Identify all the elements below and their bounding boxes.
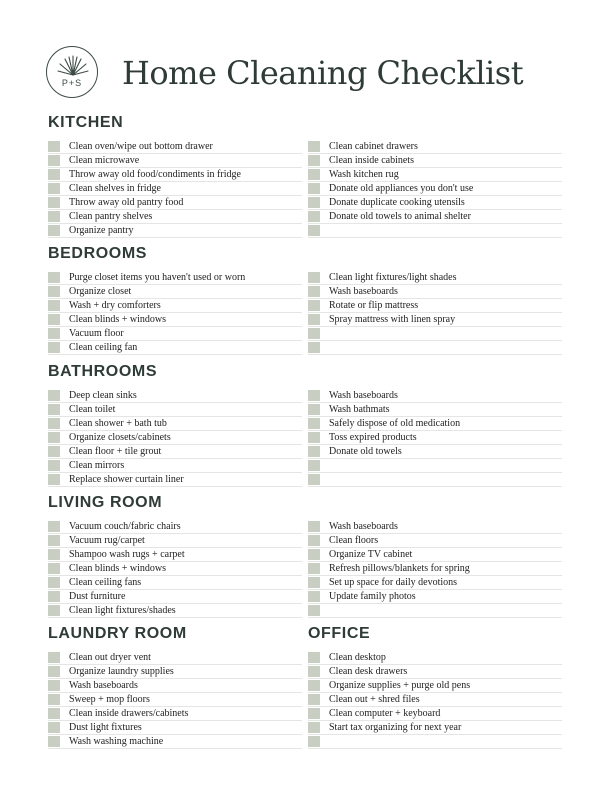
checklist-item-label: Clean toilet — [69, 404, 116, 415]
checklist-item — [308, 154, 562, 168]
checkbox[interactable] — [308, 474, 320, 485]
checklist-item — [308, 285, 562, 299]
checklist-item — [308, 327, 562, 341]
checklist-item-label: Rotate or flip mattress — [329, 300, 419, 311]
checklist-item — [48, 665, 302, 679]
checklist-item — [308, 721, 562, 735]
checkbox[interactable] — [48, 605, 60, 616]
checkbox[interactable] — [308, 300, 320, 311]
laundry-room-list — [48, 651, 302, 749]
checklist-item-label: Donate old towels to animal shelter — [329, 211, 471, 222]
checkbox[interactable] — [48, 314, 60, 325]
checklist-item — [308, 534, 562, 548]
checklist-item-label: Clean out + shred files — [329, 694, 420, 705]
checklist-item — [48, 735, 302, 749]
checklist-item-label: Clean ceiling fan — [69, 342, 138, 353]
checkbox[interactable] — [48, 652, 60, 663]
checklist-item — [308, 389, 562, 403]
checklist-item-label: Clean oven/wipe out bottom drawer — [69, 141, 213, 152]
checkbox[interactable] — [48, 722, 60, 733]
checkbox[interactable] — [48, 404, 60, 415]
checkbox[interactable] — [48, 183, 60, 194]
checklist-item — [48, 299, 302, 313]
checkbox[interactable] — [308, 314, 320, 325]
checklist-item — [308, 196, 562, 210]
checkbox[interactable] — [308, 708, 320, 719]
checklist-item — [48, 651, 302, 665]
checklist-item-label: Spray mattress with linen spray — [329, 314, 456, 325]
bedrooms-left-list — [48, 271, 302, 355]
checklist-item-label: Organize pantry — [69, 225, 134, 236]
checklist-item-label: Shampoo wash rugs + carpet — [69, 549, 185, 560]
kitchen-left-list — [48, 140, 302, 238]
checklist-item — [308, 735, 562, 749]
checklist-item — [308, 576, 562, 590]
checkbox[interactable] — [308, 286, 320, 297]
checklist-item-label: Sweep + mop floors — [69, 694, 150, 705]
checklist-item-label: Throw away old food/condiments in fridge — [69, 169, 241, 180]
logo — [46, 46, 98, 98]
checklist-item-label: Clean shelves in fridge — [69, 183, 161, 194]
checkbox[interactable] — [308, 328, 320, 339]
checklist-item — [308, 168, 562, 182]
checklist-item-label: Organize supplies + purge old pens — [329, 680, 471, 691]
checkbox[interactable] — [48, 390, 60, 401]
checkbox[interactable] — [48, 680, 60, 691]
checklist-item-label: Clean shower + bath tub — [69, 418, 167, 429]
checkbox[interactable] — [48, 141, 60, 152]
checklist-item-label: Clean light fixtures/shades — [69, 605, 176, 616]
checklist-item — [308, 341, 562, 355]
checklist-item-label: Wash baseboards — [329, 286, 398, 297]
checkbox[interactable] — [308, 652, 320, 663]
checklist-item-label: Organize laundry supplies — [69, 666, 174, 677]
checklist-item — [308, 403, 562, 417]
checklist-item-label: Clean inside cabinets — [329, 155, 414, 166]
checkbox[interactable] — [48, 197, 60, 208]
checklist-item — [308, 520, 562, 534]
checkbox[interactable] — [308, 680, 320, 691]
checkbox[interactable] — [48, 418, 60, 429]
checklist-item — [48, 140, 302, 154]
checklist-item — [48, 707, 302, 721]
checkbox[interactable] — [308, 432, 320, 443]
checklist-item-label: Wash + dry comforters — [69, 300, 161, 311]
checkbox[interactable] — [48, 694, 60, 705]
checklist-item-label: Vacuum couch/fabric chairs — [69, 521, 181, 532]
office-list — [308, 651, 562, 749]
checklist-item-label: Clean ceiling fans — [69, 577, 142, 588]
checklist-item-label: Clean microwave — [69, 155, 140, 166]
checklist-item — [308, 693, 562, 707]
checklist-item-label: Donate duplicate cooking utensils — [329, 197, 465, 208]
page-title: Home Cleaning Checklist — [122, 54, 524, 92]
checklist-item-label: Donate old towels — [329, 446, 402, 457]
checklist-item — [48, 576, 302, 590]
checkbox[interactable] — [308, 605, 320, 616]
checklist-item — [308, 210, 562, 224]
checklist-item-label: Vacuum rug/carpet — [69, 535, 145, 546]
logo-text: P+S — [61, 78, 83, 88]
kitchen-right-list — [308, 140, 562, 238]
checkbox[interactable] — [308, 549, 320, 560]
checkbox[interactable] — [48, 225, 60, 236]
checklist-item — [48, 389, 302, 403]
checklist-item — [48, 271, 302, 285]
pineapple-icon — [47, 47, 99, 99]
checkbox[interactable] — [308, 183, 320, 194]
checklist-item — [308, 299, 562, 313]
bathrooms-left-list — [48, 389, 302, 487]
checklist-item — [308, 431, 562, 445]
checkbox[interactable] — [48, 286, 60, 297]
checkbox[interactable] — [308, 577, 320, 588]
checklist-item-label: Clean computer + keyboard — [329, 708, 441, 719]
checklist-item — [308, 313, 562, 327]
checklist-item — [308, 459, 562, 473]
checklist-item — [308, 665, 562, 679]
checkbox[interactable] — [48, 521, 60, 532]
checklist-item — [48, 693, 302, 707]
checklist-item-label: Throw away old pantry food — [69, 197, 184, 208]
checkbox[interactable] — [308, 155, 320, 166]
section-title-bathrooms: BATHROOMS — [48, 363, 158, 380]
checklist-item-label: Clean desktop — [329, 652, 386, 663]
checklist-item-label: Dust light fixtures — [69, 722, 142, 733]
checklist-item-label: Donate old appliances you don't use — [329, 183, 474, 194]
checklist-item-label: Dust furniture — [69, 591, 126, 602]
checkbox[interactable] — [48, 300, 60, 311]
checkbox[interactable] — [48, 446, 60, 457]
checklist-item — [48, 473, 302, 487]
checklist-item — [308, 271, 562, 285]
checkbox[interactable] — [48, 272, 60, 283]
checkbox[interactable] — [308, 342, 320, 353]
checkbox[interactable] — [308, 694, 320, 705]
checklist-item — [308, 224, 562, 238]
checkbox[interactable] — [308, 722, 320, 733]
checklist-item-label: Wash baseboards — [329, 390, 398, 401]
checkbox[interactable] — [308, 666, 320, 677]
checklist-item — [48, 182, 302, 196]
checklist-item-label: Safely dispose of old medication — [329, 418, 461, 429]
checkbox[interactable] — [308, 390, 320, 401]
checkbox[interactable] — [48, 211, 60, 222]
checkbox[interactable] — [308, 197, 320, 208]
checklist-item-label: Clean desk drawers — [329, 666, 408, 677]
checkbox[interactable] — [48, 549, 60, 560]
checkbox[interactable] — [48, 328, 60, 339]
checklist-item-label: Clean blinds + windows — [69, 563, 167, 574]
checkbox[interactable] — [48, 432, 60, 443]
checkbox[interactable] — [308, 591, 320, 602]
checkbox[interactable] — [48, 474, 60, 485]
checkbox[interactable] — [308, 460, 320, 471]
checklist-item — [48, 562, 302, 576]
bathrooms-right-list — [308, 389, 562, 487]
checklist-item — [308, 590, 562, 604]
checklist-item-label: Wash baseboards — [69, 680, 138, 691]
section-title-living-room: LIVING ROOM — [48, 494, 163, 511]
living-room-right-list — [308, 520, 562, 618]
checklist-item — [308, 140, 562, 154]
checkbox[interactable] — [48, 577, 60, 588]
checkbox[interactable] — [308, 272, 320, 283]
checklist-item-label: Vacuum floor — [69, 328, 124, 339]
checklist-item — [48, 520, 302, 534]
checkbox[interactable] — [308, 141, 320, 152]
checkbox[interactable] — [308, 225, 320, 236]
checklist-item — [48, 459, 302, 473]
checklist-item-label: Clean mirrors — [69, 460, 125, 471]
checklist-item-label: Deep clean sinks — [69, 390, 137, 401]
checklist-item-label: Clean blinds + windows — [69, 314, 167, 325]
checklist-item — [48, 548, 302, 562]
checklist-item — [48, 534, 302, 548]
checklist-item — [48, 604, 302, 618]
checklist-item-label: Set up space for daily devotions — [329, 577, 458, 588]
checklist-item — [48, 285, 302, 299]
checklist-item — [308, 707, 562, 721]
checklist-item-label: Clean pantry shelves — [69, 211, 153, 222]
checkbox[interactable] — [308, 169, 320, 180]
checklist-item — [308, 417, 562, 431]
checklist-item — [308, 473, 562, 487]
checkbox[interactable] — [48, 563, 60, 574]
checklist-item — [308, 604, 562, 618]
section-title-laundry-room: LAUNDRY ROOM — [48, 625, 187, 642]
checklist-item — [48, 154, 302, 168]
checklist-item-label: Clean inside drawers/cabinets — [69, 708, 189, 719]
checklist-item-label: Purge closet items you haven't used or worn — [69, 272, 246, 283]
checkbox[interactable] — [48, 460, 60, 471]
checklist-item — [48, 210, 302, 224]
checklist-item-label: Wash washing machine — [69, 736, 164, 747]
checklist-item — [308, 679, 562, 693]
checklist-item-label: Organize closet — [69, 286, 132, 297]
checkbox[interactable] — [48, 169, 60, 180]
checklist-item-label: Update family photos — [329, 591, 416, 602]
checkbox[interactable] — [48, 666, 60, 677]
checklist-item-label: Clean light fixtures/light shades — [329, 272, 457, 283]
checklist-item — [308, 548, 562, 562]
checklist-item-label: Start tax organizing for next year — [329, 722, 462, 733]
checkbox[interactable] — [308, 535, 320, 546]
checkbox[interactable] — [48, 535, 60, 546]
checklist-item-label: Toss expired products — [329, 432, 417, 443]
checklist-item — [48, 403, 302, 417]
checklist-item — [48, 168, 302, 182]
checkbox[interactable] — [308, 211, 320, 222]
checklist-item — [48, 445, 302, 459]
section-title-bedrooms: BEDROOMS — [48, 245, 148, 262]
checklist-item-label: Clean floor + tile grout — [69, 446, 162, 457]
checklist-item-label: Organize TV cabinet — [329, 549, 413, 560]
checklist-item — [308, 445, 562, 459]
checklist-item-label: Wash baseboards — [329, 521, 398, 532]
checklist-item — [48, 196, 302, 210]
checkbox[interactable] — [48, 155, 60, 166]
checkbox[interactable] — [48, 708, 60, 719]
checkbox[interactable] — [308, 418, 320, 429]
checklist-item-label: Clean cabinet drawers — [329, 141, 418, 152]
checklist-item — [308, 651, 562, 665]
section-title-office: OFFICE — [308, 625, 371, 642]
checklist-item — [48, 327, 302, 341]
checklist-item — [308, 562, 562, 576]
checklist-item-label: Wash bathmats — [329, 404, 390, 415]
checkbox[interactable] — [308, 736, 320, 747]
checklist-item-label: Clean out dryer vent — [69, 652, 151, 663]
checklist-item-label: Refresh pillows/blankets for spring — [329, 563, 470, 574]
checklist-item — [48, 431, 302, 445]
checklist-item — [48, 590, 302, 604]
checkbox[interactable] — [48, 342, 60, 353]
checkbox[interactable] — [308, 446, 320, 457]
checklist-item-label: Clean floors — [329, 535, 379, 546]
checkbox[interactable] — [308, 404, 320, 415]
section-title-kitchen: KITCHEN — [48, 114, 124, 131]
checklist-item — [48, 224, 302, 238]
living-room-left-list — [48, 520, 302, 618]
checklist-item-label: Organize closets/cabinets — [69, 432, 171, 443]
checklist-item — [48, 313, 302, 327]
checkbox[interactable] — [48, 736, 60, 747]
checklist-item-label: Wash kitchen rug — [329, 169, 399, 180]
checklist-item — [48, 341, 302, 355]
checkbox[interactable] — [308, 521, 320, 532]
checklist-item — [48, 721, 302, 735]
checkbox[interactable] — [308, 563, 320, 574]
checklist-item — [48, 417, 302, 431]
checklist-item — [48, 679, 302, 693]
checkbox[interactable] — [48, 591, 60, 602]
checklist-item — [308, 182, 562, 196]
bedrooms-right-list — [308, 271, 562, 355]
checklist-item-label: Replace shower curtain liner — [69, 474, 184, 485]
